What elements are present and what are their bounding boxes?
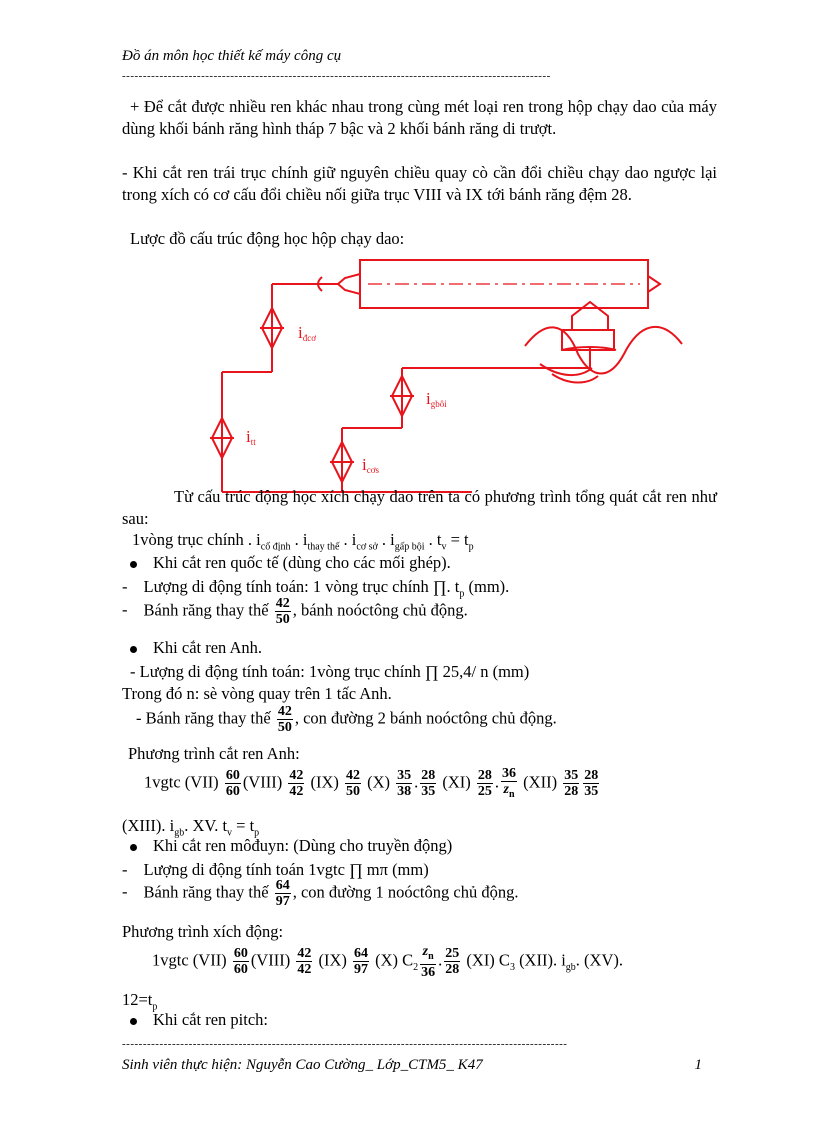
paragraph-gear-blocks: + Để cắt được nhiều ren khác nhau trong cùng mét loại ren trong hộp chạy dao của máy dùng khối bánh răng hình tháp 7 bậc và 2 khối bánh răng di trượt. <box>122 97 717 138</box>
inch-equation: 1vgtc (VII) $\frac{60}{60}$ (VIII) $\frac{42}{42}$ (IX) $\frac{42}{50}$ (X) $\frac{35}{38}$ . $\frac{28}{35}$ (XI) $\frac{28}{25}$ . $\frac{36}{z_n}$ (XII) $\frac{35}{28}$ $\frac{28}{35}$ <box>144 766 599 800</box>
page-number: 1 <box>694 1057 702 1073</box>
bullet-icon <box>130 844 137 851</box>
fraction: $\frac{60}{60}$ <box>233 946 248 978</box>
bullet-icon <box>130 561 137 568</box>
module-equation: 1vgtc (VII) $\frac{60}{60}$ (VIII) $\frac{42}{42}$ (IX) $\frac{64}{97}$ (X) $C_2$ $\frac{z_n}{36}$ . $\frac{25}{28}$ (XI) $C_3$ (XII). $i_{gb}$. (XV). <box>152 944 623 980</box>
fraction: $\frac{28}{25}$ <box>477 768 492 800</box>
diagram-title: Lược đồ cấu trúc động học hộp chạy dao: <box>130 229 405 248</box>
label-cs: icơs <box>362 455 379 475</box>
fraction: $\frac{64}{97}$ <box>275 878 290 909</box>
fraction: $\frac{64}{97}$ <box>353 946 368 978</box>
inch-eq-title: Phương trình cắt ren Anh: <box>128 744 300 763</box>
label-tt: itt <box>246 427 256 447</box>
spindle-right-cone <box>648 276 660 292</box>
inch-where: Trong đó n: sè vòng quay trên 1 tấc Anh. <box>122 684 392 703</box>
inch-travel: - Lượng di động tính toán: 1vòng trục chính ∏ 25,4/ n (mm) <box>130 662 530 681</box>
footer-rule: ----------------------------------------------------------------------------------------------------------- <box>122 1038 568 1050</box>
fraction: $\frac{36}{z_n}$ <box>502 766 517 800</box>
fraction: $\frac{28}{35}$ <box>421 768 436 800</box>
module-eq-end: $12=t_p$ <box>122 990 158 1013</box>
fraction: $\frac{35}{28}$ <box>564 768 579 800</box>
bullet-pitch: Khi cắt ren pitch: <box>130 1010 268 1030</box>
formula-general: 1vòng trục chính . $i_{cố định}$ . $i_{thay thế}$ . $i_{cơ sở}$ . $i_{gấp bội}$ . $t_v = t_p$ <box>132 530 474 553</box>
fraction: $\frac{42}{50}$ <box>345 768 360 800</box>
metric-gear: - Bánh răng thay thế $\frac{42}{50}$ , bánh noóctông chủ động. <box>122 596 468 627</box>
fraction: $\frac{42}{42}$ <box>297 946 312 978</box>
nut-head <box>572 302 608 330</box>
fraction: $\frac{60}{60}$ <box>225 768 240 800</box>
module-travel: - Lượng di động tính toán 1vgtc ∏ mπ (mm) <box>122 860 429 879</box>
inch-gear: - Bánh răng thay thế $\frac{42}{50}$ , con đường 2 bánh noóctông chủ động. <box>136 704 557 735</box>
header-rule: ------------------------------------------------------------------------------------------------------- <box>122 70 551 82</box>
page-footer <box>122 1057 702 1074</box>
kinematic-diagram <box>200 250 720 500</box>
bullet-inch: Khi cắt ren Anh. <box>130 638 262 658</box>
fraction: $\frac{42}{42}$ <box>289 768 304 800</box>
label-gboi: igbôi <box>426 389 447 409</box>
paragraph-left-thread: - Khi cắt ren trái trục chính giữ nguyên chiều quay cò cần đổi chiều chạy dao ngược lại trong xích có cơ cấu đổi chiều nối giữa trục VIII và IX tới bánh răng đệm 28. <box>122 163 717 204</box>
leadscrew-arc-1 <box>540 364 592 375</box>
diagram-lines <box>210 260 682 492</box>
bullet-metric: Khi cắt ren quốc tế (dùng cho các mối ghép). <box>130 553 451 573</box>
metric-travel: - Lượng di động tính toán: 1 vòng trục chính ∏. $t_p$ (mm). <box>122 577 510 600</box>
module-gear: - Bánh răng thay thế $\frac{64}{97}$ , con đường 1 noóctông chủ động. <box>122 878 519 909</box>
bullet-module: Khi cắt ren môđuyn: (Dùng cho truyền động) <box>130 836 452 856</box>
fraction: $\frac{z_n}{36}$ <box>421 944 436 980</box>
fraction: $\frac{42}{50}$ <box>277 704 292 735</box>
fraction: $\frac{28}{35}$ <box>584 768 599 800</box>
page-header-title: Đồ án môn học thiết kế máy công cụ <box>122 48 342 64</box>
bullet-icon <box>130 646 137 653</box>
paragraph-general-equation: Từ cấu trúc động học xích chạy dao trên ta có phương trình tổng quát cắt ren như sau: <box>122 487 717 528</box>
footer-student: Sinh viên thực hiện: Nguyễn Cao Cường_ Lớp_CTM5_ K47 <box>122 1057 483 1073</box>
fraction: $\frac{25}{28}$ <box>445 946 460 978</box>
fraction: $\frac{42}{50}$ <box>275 596 290 627</box>
bullet-icon <box>130 1018 137 1025</box>
inch-eq-end: (XIII). $i_{gb}$. XV. $t_v = t_p$ <box>122 816 260 839</box>
module-eq-title: Phương trình xích động: <box>122 922 284 941</box>
label-dco: iđcơ <box>298 323 316 343</box>
spindle-left-cone <box>338 274 360 294</box>
fraction: $\frac{35}{38}$ <box>397 768 412 800</box>
